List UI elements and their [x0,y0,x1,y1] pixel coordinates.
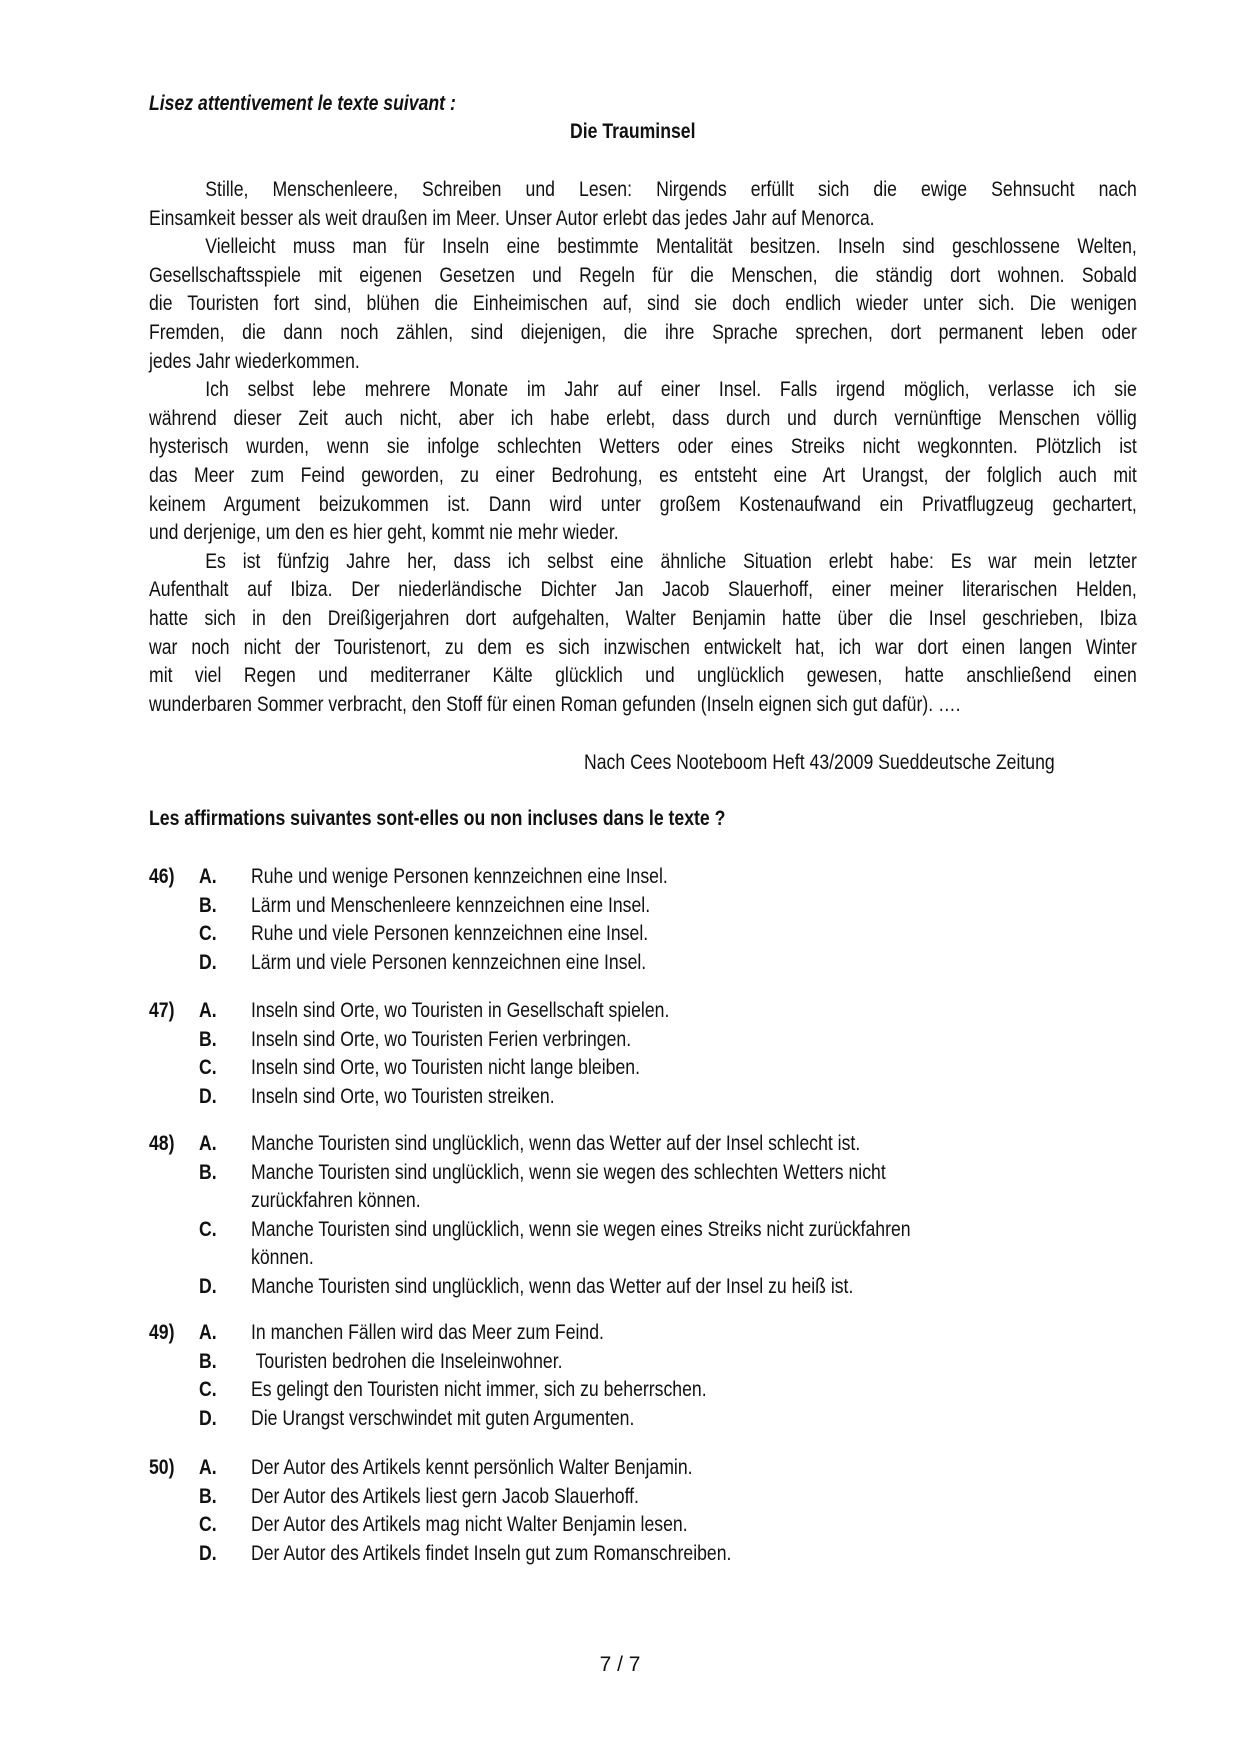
option-text: können. [251,1246,314,1270]
paragraph-line: keinem Argument beizukommen ist. Dann wird unter großem Kostenaufwand ein Privatflugzeug gechartert, [149,492,1137,516]
option-text: Ruhe und wenige Personen kennzeichnen eine Insel. [251,865,668,888]
question-number: 50) [149,1456,175,1479]
question-number: 49) [149,1321,175,1344]
option-text: Manche Touristen sind unglücklich, wenn das Wetter auf der Insel zu heiß ist. [251,1275,854,1298]
question-number: 47) [149,999,175,1022]
text-title: Die Trauminsel [570,120,696,143]
option-text: Der Autor des Artikels findet Inseln gut zum Romanschreiben. [251,1541,732,1565]
paragraph-line: hatte sich in den Dreißigerjahren dort aufgehalten, Walter Benjamin hatte über die Insel geschrieben, Ibiza [149,607,1137,630]
instruction: Lisez attentivement le texte suivant : [149,92,456,115]
option-letter: C. [199,1513,217,1537]
option-text: Der Autor des Artikels liest gern Jacob Slauerhoff. [251,1484,639,1508]
option-letter: C. [199,1056,217,1080]
option-text: Der Autor des Artikels kennt persönlich Walter Benjamin. [251,1456,693,1479]
option-text: Es gelingt den Touristen nicht immer, sich zu beherrschen. [251,1378,707,1402]
option-text: Manche Touristen sind unglücklich, wenn sie wegen des schlechten Wetters nicht [251,1160,886,1184]
paragraph-line: war noch nicht der Touristenort, zu dem es sich inzwischen entwickelt hat, ich war dort einen langen Winter [149,635,1137,659]
paragraph-line: das Meer zum Feind geworden, zu einer Bedrohung, es entsteht eine Art Urangst, der folglich auch mit [149,464,1137,487]
option-letter: C. [199,1217,217,1241]
option-letter: D. [199,1275,217,1298]
option-letter: D. [199,1084,217,1108]
option-letter: B. [199,1027,217,1051]
paragraph-line: jedes Jahr wiederkommen. [149,349,360,373]
option-text: Inseln sind Orte, wo Touristen Ferien verbringen. [251,1027,632,1051]
option-letter: B. [199,1484,217,1508]
option-text: Inseln sind Orte, wo Touristen nicht lange bleiben. [251,1056,640,1080]
option-letter: C. [199,922,217,946]
option-text: Ruhe und viele Personen kennzeichnen eine Insel. [251,922,649,946]
option-letter: A. [199,1456,217,1479]
question-number: 46) [149,865,175,888]
option-letter: A. [199,1321,217,1344]
option-letter: A. [199,1132,217,1155]
option-text: Lärm und viele Personen kennzeichnen eine Insel. [251,950,647,974]
paragraph-line: Einsamkeit besser als weit draußen im Meer. Unser Autor erlebt das jedes Jahr auf Menorca. [149,206,875,230]
paragraph-line: Aufenthalt auf Ibiza. Der niederländische Dichter Jan Jacob Slauerhoff, einer meiner literarischen Helden, [149,578,1137,602]
paragraph-line: Vielleicht muss man für Inseln eine bestimmte Mentalität besitzen. Inseln sind geschlossene Welten, [205,235,1137,259]
option-letter: B. [199,893,217,917]
option-text: Touristen bedrohen die Inseleinwohner. [251,1349,563,1373]
option-letter: B. [199,1160,217,1184]
option-text: In manchen Fällen wird das Meer zum Feind. [251,1321,604,1344]
paragraph-line: hysterisch wurden, wenn sie infolge schlechten Wetters oder eines Streiks nicht wegkonnten. Plötzlich ist [149,435,1137,459]
option-text: Der Autor des Artikels mag nicht Walter Benjamin lesen. [251,1513,688,1537]
option-text: Die Urangst verschwindet mit guten Argumenten. [251,1406,635,1430]
citation: Nach Cees Nooteboom Heft 43/2009 Sueddeutsche Zeitung [584,751,1055,774]
option-text: Inseln sind Orte, wo Touristen streiken. [251,1084,555,1108]
option-text: Lärm und Menschenleere kennzeichnen eine Insel. [251,893,651,917]
question-number: 48) [149,1132,175,1155]
paragraph-line: mit viel Regen und mediterraner Kälte glücklich und unglücklich gewesen, hatte anschließend einen [149,664,1137,688]
paragraph-line: Gesellschaftsspiele mit eigenen Gesetzen und Regeln für die Menschen, die ständig dort wohnen. Sobald [149,263,1137,287]
option-letter: B. [199,1349,217,1373]
paragraph-line: Fremden, die dann noch zählen, sind diejenigen, die ihre Sprache sprechen, dort permanent leben oder [149,321,1137,344]
paragraph-line: und derjenige, um den es hier geht, kommt nie mehr wieder. [149,521,619,545]
option-text: Manche Touristen sind unglücklich, wenn das Wetter auf der Insel schlecht ist. [251,1132,861,1155]
paragraph-line: die Touristen fort sind, blühen die Einheimischen auf, sind sie doch endlich wieder unter sich. Die wenigen [149,292,1137,316]
option-letter: A. [199,865,217,888]
option-text: zurückfahren können. [251,1189,421,1213]
paragraph-line: wunderbaren Sommer verbracht, den Stoff für einen Roman gefunden (Inseln eignen sich gut dafür). …. [149,692,961,716]
option-letter: D. [199,1541,217,1565]
paragraph-line: während dieser Zeit auch nicht, aber ich habe erlebt, dass durch und durch vernünftige Menschen völlig [149,406,1137,430]
paragraph-line: Ich selbst lebe mehrere Monate im Jahr auf einer Insel. Falls irgend möglich, verlasse ich sie [205,378,1137,402]
option-text: Manche Touristen sind unglücklich, wenn sie wegen eines Streiks nicht zurückfahren [251,1217,911,1241]
option-letter: C. [199,1378,217,1402]
option-letter: D. [199,1406,217,1430]
option-letter: D. [199,950,217,974]
paragraph-line: Stille, Menschenleere, Schreiben und Lesen: Nirgends erfüllt sich die ewige Sehnsucht nach [205,178,1137,201]
option-letter: A. [199,999,217,1022]
paragraph-line: Es ist fünfzig Jahre her, dass ich selbst eine ähnliche Situation erlebt habe: Es war mein letzter [205,549,1137,573]
page-number: 7 / 7 [599,1653,641,1676]
question-header: Les affirmations suivantes sont-elles ou non incluses dans le texte ? [149,807,726,830]
option-text: Inseln sind Orte, wo Touristen in Gesellschaft spielen. [251,999,670,1022]
